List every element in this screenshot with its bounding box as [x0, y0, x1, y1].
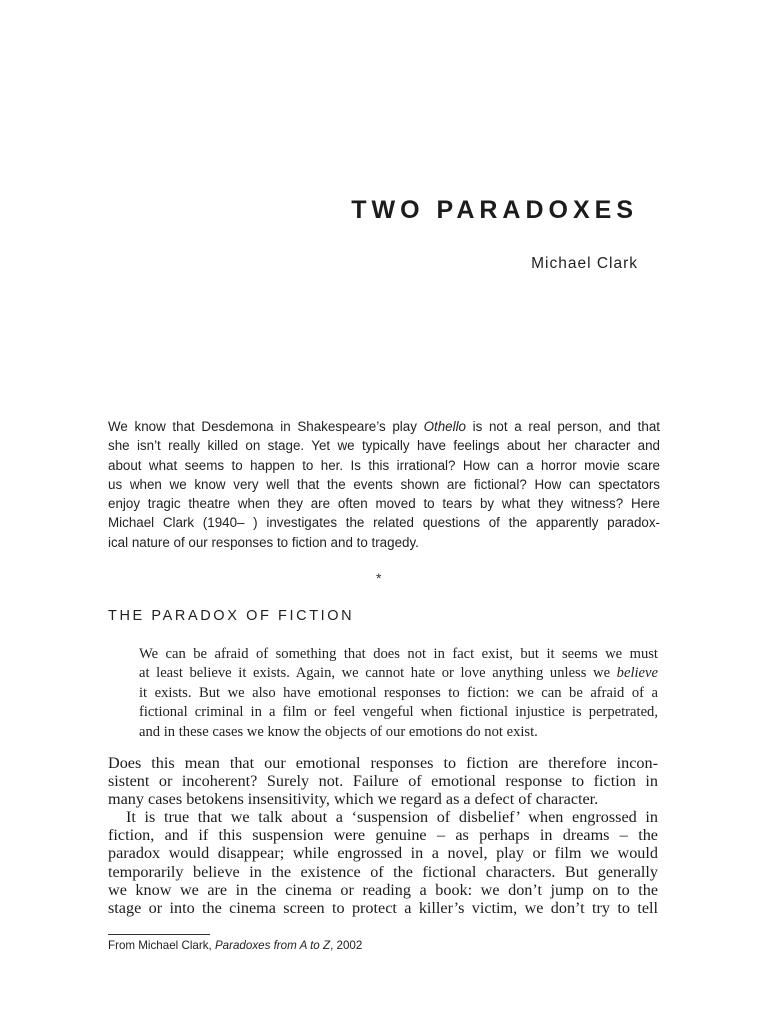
intro-line: about what seems to happen to her. Is this irrational? How can a horror movie scare [108, 457, 660, 473]
intro-line: she isn’t really killed on stage. Yet we typically have feelings about her character and [108, 438, 660, 454]
intro-line: ical nature of our responses to fiction and to tragedy. [108, 534, 419, 550]
quote-line: at least believe it exists. Again, we cannot hate or love anything unless we believe [139, 665, 658, 682]
quote-line: We can be afraid of something that does not in fact exist, but it seems we must [139, 646, 658, 662]
chapter-author: Michael Clark [531, 255, 638, 272]
section-heading: THE PARADOX OF FICTION [108, 608, 355, 624]
body-line: fiction, and if this suspension were genuine – as perhaps in dreams – the [108, 826, 658, 845]
block-quote [139, 645, 658, 742]
book-title: Paradoxes from A to Z [214, 939, 331, 952]
intro-line: enjoy tragic theatre when they are often moved to tears by what they witness? Here [108, 496, 660, 512]
body-line: sistent or incoherent? Surely not. Failure of emotional response to fiction in [108, 772, 658, 791]
body-text [108, 754, 658, 917]
intro-line: Michael Clark (1940– ) investigates the related questions of the apparently paradox- [108, 515, 660, 531]
footnote-rule [108, 934, 210, 935]
intro-line: us when we know very well that the events shown are fictional? How can spectators [108, 476, 660, 492]
section-separator: * [376, 570, 382, 586]
source-citation: From Michael Clark, Paradoxes from A to Z, 2002 [108, 939, 363, 952]
quote-line: fictional criminal in a film or feel vengeful when fictional injustice is perpetrated, [139, 704, 658, 721]
body-line: It is true that we talk about a ‘suspension of disbelief’ when engrossed in [126, 808, 658, 827]
chapter-title: TWO PARADOXES [351, 196, 638, 224]
body-line: stage or into the cinema screen to protect a killer’s victim, we don’t try to tell [108, 898, 658, 917]
body-line: paradox would disappear; while engrossed in a novel, play or film we would [108, 844, 658, 863]
body-line: Does this mean that our emotional responses to fiction are therefore incon- [108, 754, 658, 772]
emphasis: believe [616, 665, 658, 682]
quote-line: it exists. But we also have emotional responses to fiction: we can be afraid of a [139, 684, 658, 701]
intro-line: We know that Desdemona in Shakespeare’s play Othello is not a real person, and that [108, 419, 660, 434]
play-title: Othello [423, 419, 466, 434]
intro-paragraph [108, 417, 660, 552]
body-line: many cases betokens insensitivity, which we regard as a defect of character. [108, 790, 599, 809]
body-line: temporarily believe in the existence of the fictional characters. But generally [108, 862, 658, 881]
body-line: we know we are in the cinema or reading a book: we don’t jump on to the [108, 880, 658, 899]
quote-line: and in these cases we know the objects of our emotions do not exist. [139, 723, 538, 740]
